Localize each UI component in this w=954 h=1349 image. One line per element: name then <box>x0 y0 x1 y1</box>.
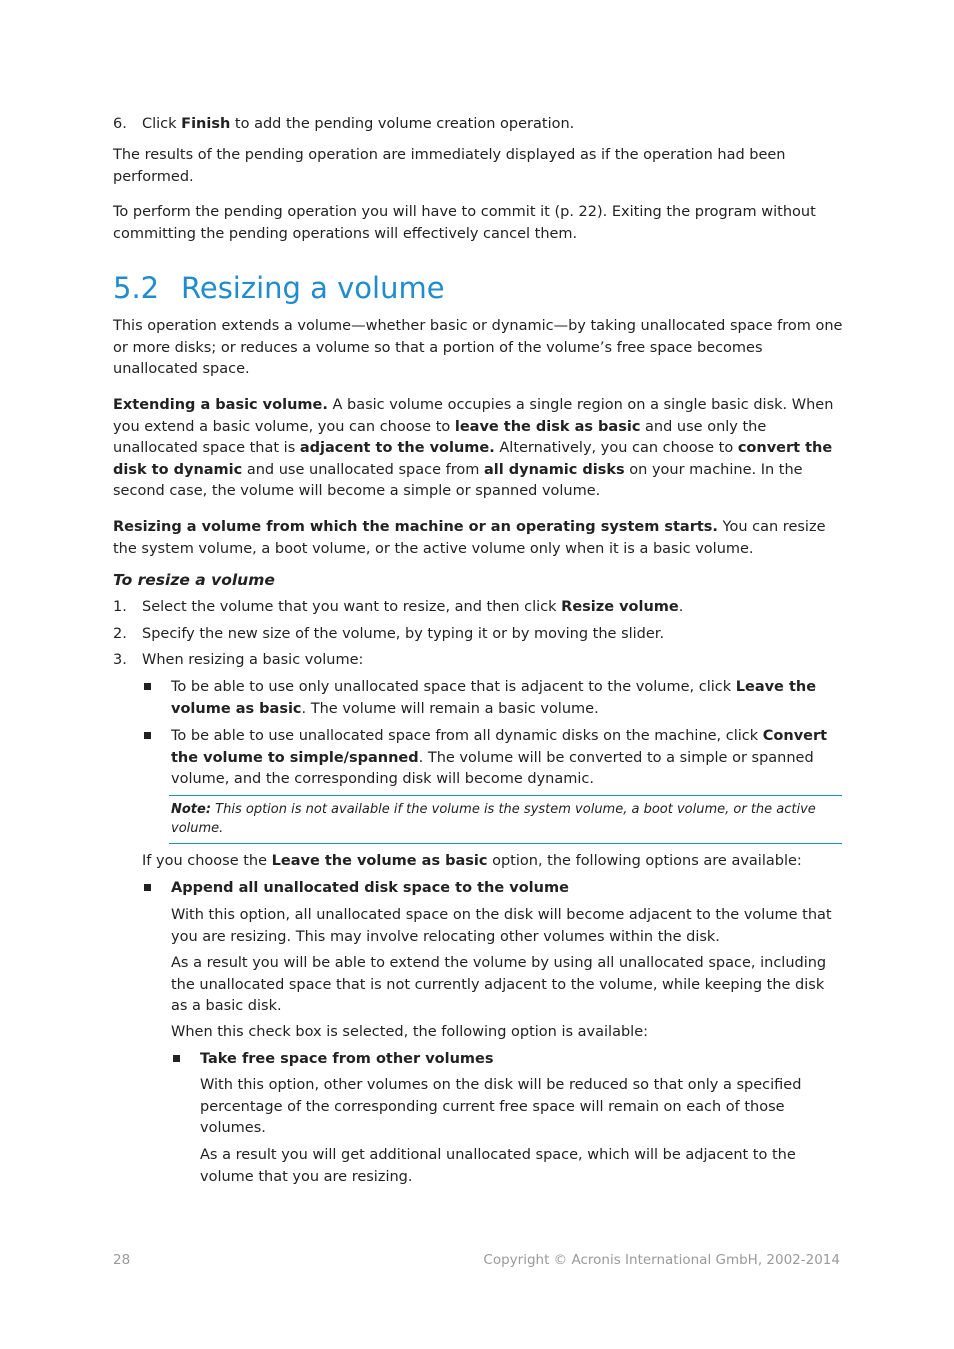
commit-paragraph: To perform the pending operation you will have to commit it (p. 22). Exiting the program without committing the pending operations will effectively cancel them. <box>113 204 816 242</box>
intro-paragraph: This operation extends a volume—whether basic or dynamic—by taking unallocated space from one or more disks; or reduces a volume so that a portion of the volume’s free space becomes unallocated space. <box>113 318 843 377</box>
procedure-title: To resize a volume <box>113 571 275 589</box>
resizing-system-paragraph: Resizing a volume from which the machine or an operating system starts. You can resize the system volume, a boot volume, or the active volume only when it is a basic volume. <box>113 519 826 557</box>
note-box: Note: This option is not available if the volume is the system volume, a boot volume, or the active volume. <box>169 795 842 844</box>
bullet-leave-basic: To be able to use only unallocated space that is adjacent to the volume, click Leave the volume as basic. The volume will remain a basic volume. <box>171 679 817 717</box>
step-number: 6. <box>113 116 127 132</box>
step-3: 3. When resizing a basic volume: <box>113 652 364 668</box>
bullet-icon <box>144 884 151 891</box>
page-number: 28 <box>113 1252 131 1268</box>
bullet-icon <box>144 732 151 739</box>
step-1: 1. Select the volume that you want to resize, and then click Resize volume. <box>113 599 684 615</box>
bullet-icon <box>173 1055 180 1062</box>
section-heading <box>113 270 445 306</box>
copyright: Copyright © Acronis International GmbH, 2002-2014 <box>483 1252 840 1268</box>
section-number: 5.2 <box>113 271 160 305</box>
append-paragraph-1: With this option, all unallocated space on the disk will become adjacent to the volume that you are resizing. This may involve relocating other volumes within the disk. <box>171 907 832 945</box>
if-choose-paragraph: If you choose the Leave the volume as basic option, the following options are available: <box>142 853 802 869</box>
bullet-icon <box>144 683 151 690</box>
append-option-title: Append all unallocated disk space to the volume <box>171 880 569 896</box>
extending-paragraph: Extending a basic volume. A basic volume occupies a single region on a single basic disk. When you extend a basic volume, you can choose to leave the disk as basic and use only the unallocated space that is adjacent to the volume. Alternatively, you can choose to convert the disk to dynamic and use unallocated space from all dynamic disks on your machine. In the second case, the volume will become a simple or spanned volume. <box>113 397 834 499</box>
note-label: Note: <box>171 802 212 817</box>
bullet-convert: To be able to use unallocated space from all dynamic disks on the machine, click Convert the volume to simple/spanned. The volume will be converted to a simple or spanned volume, and the corresponding disk will become dynamic. <box>171 728 828 787</box>
take-free-option-title: Take free space from other volumes <box>200 1051 494 1067</box>
append-paragraph-3: When this check box is selected, the following option is available: <box>171 1024 648 1040</box>
take-free-paragraph-1: With this option, other volumes on the disk will be reduced so that only a specified percentage of the corresponding current free space will remain on each of those volumes. <box>200 1077 802 1136</box>
step-6: 6. Click Finish to add the pending volume creation operation. <box>113 114 843 136</box>
section-title: Resizing a volume <box>181 271 445 305</box>
take-free-paragraph-2: As a result you will get additional unallocated space, which will be adjacent to the volume that you are resizing. <box>200 1147 796 1185</box>
step-2: 2. Specify the new size of the volume, by typing it or by moving the slider. <box>113 626 665 642</box>
append-paragraph-2: As a result you will be able to extend the volume by using all unallocated space, including the unallocated space that is not currently adjacent to the volume, while keeping the disk as a basic disk. <box>171 955 827 1014</box>
results-paragraph: The results of the pending operation are immediately displayed as if the operation had been performed. <box>113 147 786 185</box>
